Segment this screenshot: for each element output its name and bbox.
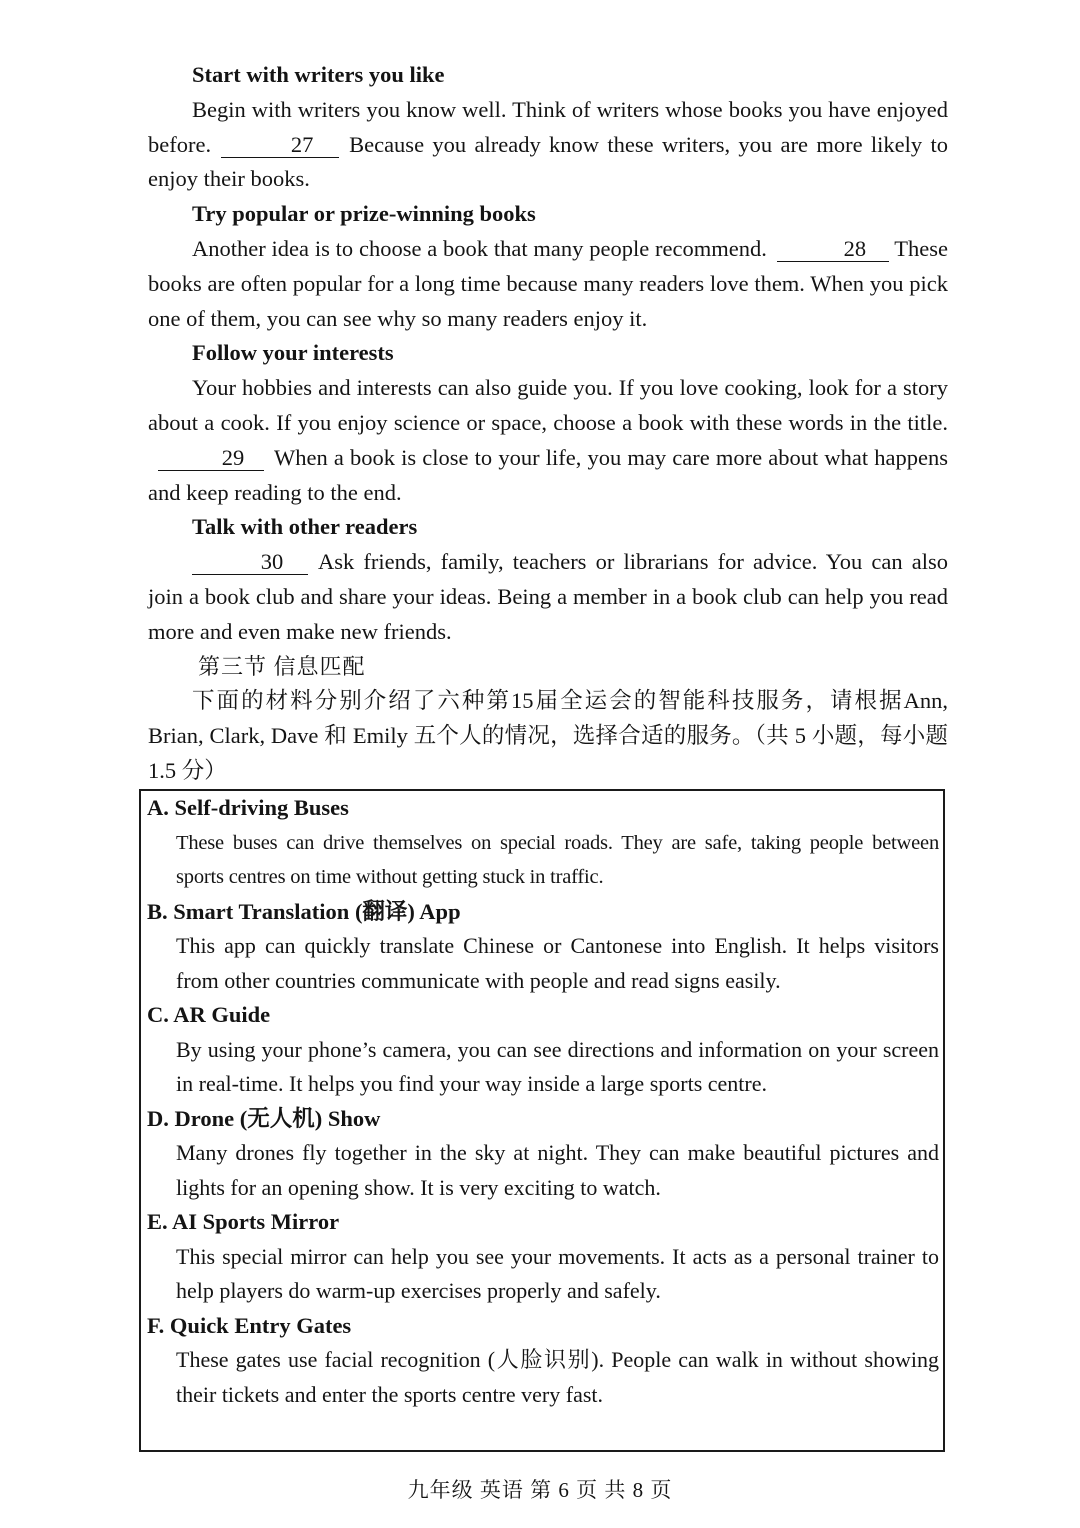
- option-c-title: C. AR Guide: [147, 1002, 271, 1027]
- page-footer: 九年级 英语 第 6 页 共 8 页: [407, 1478, 673, 1502]
- option-b-text: This app can quickly translate Chinese or Cantonese into English. It helps visitors from other countries communicate with people and read signs easily.: [176, 933, 939, 993]
- paragraph-text: Because you already know these writers, you are more likely to enjoy their books.: [148, 131, 948, 192]
- paragraph-text: Begin with writers you know well. Think of writers whose books you have enjoyed before.: [148, 96, 948, 157]
- option-a-text: These buses can drive themselves on special roads. They are safe, taking people between sports centres on time without getting stuck in traffic.: [176, 831, 939, 888]
- section-heading: Talk with other readers: [192, 514, 418, 540]
- section-heading: Follow your interests: [192, 340, 394, 366]
- answer-blank-27[interactable]: 27: [221, 133, 339, 158]
- paragraph-text: Your hobbies and interests can also guide you. If you love cooking, look for a story about a cook. If you enjoy science or space, choose a book with these words in the title.: [148, 375, 948, 435]
- option-a-title: A. Self-driving Buses: [147, 795, 349, 820]
- paragraph-text: Ask friends, family, teachers or librarians for advice. You can also join a book club and share your ideas. Being a member in a book club can help you read more and even make new friends.: [148, 549, 948, 644]
- answer-blank-30[interactable]: 30: [192, 550, 308, 575]
- option-f-text: These gates use facial recognition (人脸识别). People can walk in without showing their tickets and enter the sports centre very fast.: [176, 1347, 939, 1407]
- paragraph: [148, 232, 948, 336]
- section-heading: Start with writers you like: [192, 62, 445, 87]
- paragraph: [148, 545, 948, 649]
- paragraph-text: When a book is close to your life, you may care more about what happens and keep reading to the end.: [148, 444, 948, 505]
- paragraph-text: Another idea is to choose a book that many people recommend.: [192, 235, 767, 261]
- paragraph: [148, 93, 948, 197]
- option-f-title: F. Quick Entry Gates: [147, 1312, 352, 1338]
- options-box: [139, 789, 945, 1452]
- paragraph-text: These books are often popular for a long time because many readers love them. When you pick one of them, you can see why so many readers enjoy it.: [148, 235, 949, 331]
- option-d-text: Many drones fly together in the sky at night. They can make beautiful pictures and lights for an opening show. It is very exciting to watch.: [176, 1140, 939, 1200]
- section-heading: Try popular or prize-winning books: [192, 201, 536, 227]
- passage: [148, 58, 948, 789]
- paragraph: [148, 371, 948, 510]
- instruction: 下面的材料分别介绍了六种第15届全运会的智能科技服务，请根据Ann, Brian, Clark, Dave 和 Emily 五个人的情况，选择合适的服务。（共 5 小题，每小题 1.5 分）: [148, 688, 948, 783]
- answer-blank-29[interactable]: 29: [158, 446, 264, 471]
- option-c-text: By using your phone’s camera, you can see directions and information on your screen in real-time. It helps you find your way inside a large sports centre.: [176, 1036, 939, 1096]
- option-e-title: E. AI Sports Mirror: [147, 1209, 340, 1234]
- option-b-title: B. Smart Translation (翻译) App: [147, 898, 461, 924]
- section-title: 第三节 信息匹配: [198, 653, 366, 679]
- option-d-title: D. Drone (无人机) Show: [147, 1105, 381, 1131]
- option-e-text: This special mirror can help you see your movements. It acts as a personal trainer to help players do warm-up exercises properly and safely.: [176, 1243, 939, 1303]
- answer-blank-28[interactable]: 28: [777, 237, 889, 262]
